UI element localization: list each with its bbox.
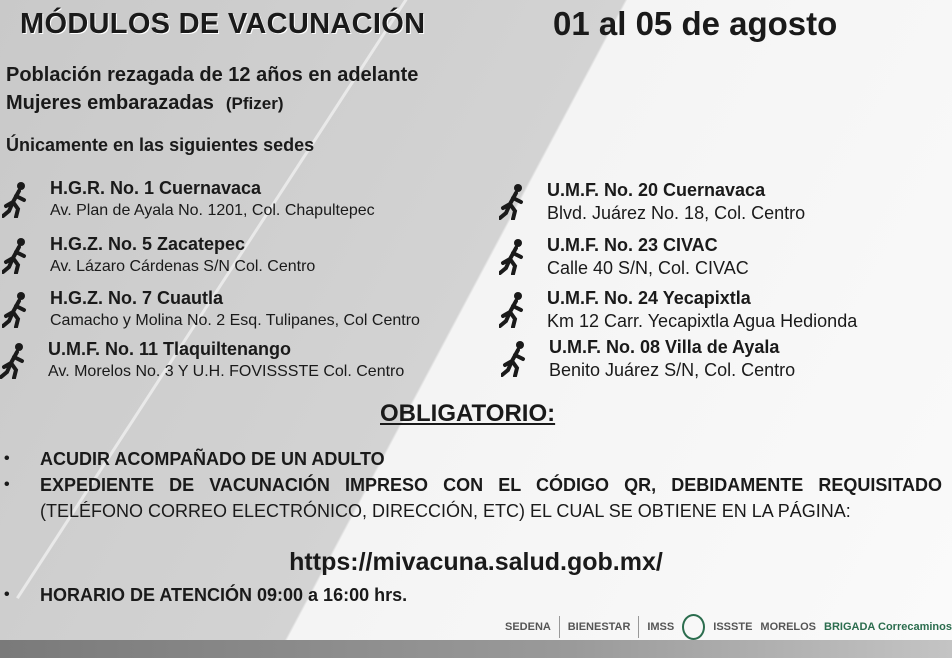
logo-imss: IMSS [647,621,675,633]
date-range: 01 al 05 de agosto [553,5,838,42]
site-address: Av. Plan de Ayala No. 1201, Col. Chapultepec [50,202,375,219]
logo-morelos: MORELOS [760,621,817,633]
site-address: Benito Juárez S/N, Col. Centro [549,360,796,380]
site-address: Camacho y Molina No. 2 Esq. Tulipanes, Col Centro [50,312,420,329]
requirement-2 [40,472,942,524]
site-address: Blvd. Juárez No. 18, Col. Centro [547,203,806,223]
population-line-1: Población rezagada de 12 años en adelante [6,64,419,86]
page-title: MÓDULOS DE VACUNACIÓN [20,8,426,40]
walking-person-icon [2,182,32,218]
bullet-dot: • [4,586,10,603]
footer-bar [0,640,952,658]
issste-emblem-icon [682,614,705,640]
site-address: Av. Lázaro Cárdenas S/N Col. Centro [50,258,316,275]
walking-person-icon [499,239,529,275]
site-name: U.M.F. No. 20 Cuernavaca [547,180,766,200]
site-address: Calle 40 S/N, Col. CIVAC [547,258,749,278]
site-name: U.M.F. No. 24 Yecapixtla [547,288,751,308]
site-address: Av. Morelos No. 3 Y U.H. FOVISSSTE Col. Centro [48,363,405,380]
pregnant-label: Mujeres embarazadas [6,92,214,114]
walking-person-icon [0,343,30,379]
population-line-2 [6,92,284,115]
walking-person-icon [501,341,531,377]
site-name: H.G.Z. No. 5 Zacatepec [50,234,246,254]
site-name: H.G.Z. No. 7 Cuautla [50,288,224,308]
site-address: Km 12 Carr. Yecapixtla Agua Hedionda [547,311,858,331]
site-name: U.M.F. No. 11 Tlaquiltenango [48,339,292,359]
requirement-3-text: HORARIO DE ATENCIÓN 09:00 a 16:00 hrs. [40,585,408,605]
logo-brigada: BRIGADA Correcaminos [824,621,952,633]
logo-sedena: SEDENA [505,621,551,633]
bullet-dot: • [4,450,10,467]
bullet-dot: • [4,476,10,493]
site-name: U.M.F. No. 08 Villa de Ayala [549,337,780,357]
logo-divider [638,616,639,638]
logo-issste: ISSSTE [713,621,753,633]
partner-logos [505,610,952,644]
walking-person-icon [2,292,32,328]
requirement-3 [40,582,942,608]
obligatory-heading: OBLIGATORIO: [380,400,556,427]
walking-person-icon [499,184,529,220]
logo-divider [559,616,560,638]
site-name: U.M.F. No. 23 CIVAC [547,235,718,255]
requirement-1-text: ACUDIR ACOMPAÑADO DE UN ADULTO [40,449,385,469]
vaccine-label: (Pfizer) [225,94,284,113]
requirement-2-detail: (TELÉFONO CORREO ELECTRÓNICO, DIRECCIÓN, ETC) EL CUAL SE OBTIENE EN LA PÁGINA: [40,501,851,521]
requirement-2-bold: EXPEDIENTE DE VACUNACIÓN IMPRESO CON EL CÓDIGO QR, DEBIDAMENTE REQUISITADO [40,475,942,495]
site-name: H.G.R. No. 1 Cuernavaca [50,178,262,198]
walking-person-icon [499,292,529,328]
logo-bienestar: BIENESTAR [567,621,631,633]
walking-person-icon [2,238,32,274]
requirement-1 [40,446,942,472]
sites-intro: Únicamente en las siguientes sedes [6,135,315,155]
vaccine-url[interactable]: https://mivacuna.salud.gob.mx/ [289,548,663,576]
